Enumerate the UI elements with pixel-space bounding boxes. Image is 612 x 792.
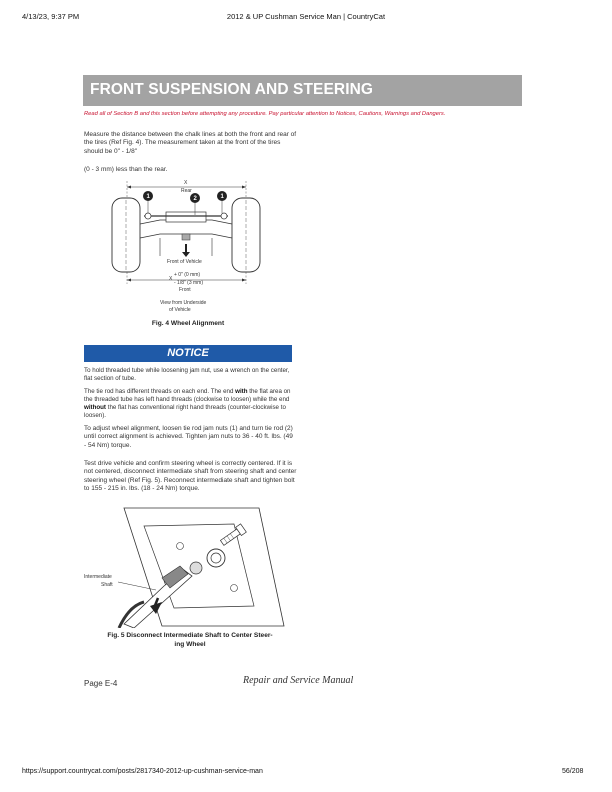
notice-text: To hold threaded tube while loosening jam nut, use a wrench on the center, flat section of tube. <box>84 367 290 382</box>
rear-label: Rear <box>181 188 192 194</box>
notice-banner <box>84 345 292 362</box>
callout-1-left-text: 1 <box>146 194 150 200</box>
test-drive-instructions: Test drive vehicle and confirm steering wheel is correctly centered. If it is not centered, disconnect intermediate shaft from steering shaft and center steering wheel (Ref Fig. 5). Reconnect intermediate shaft and tighten bolt to 155 - 215 in. lbs. (18 - 24 Nm) torque. <box>84 460 297 492</box>
rear-x-label: X <box>184 180 188 186</box>
print-page-title: 2012 & UP Cushman Service Man | CountryCat <box>226 12 386 21</box>
callout-1-right-text: 1 <box>220 194 224 200</box>
intermediate-label: Intermediate <box>84 574 112 580</box>
adjust-alignment-instructions: To adjust wheel alignment, loosen tie rod jam nuts (1) and turn tie rod (2) until correct alignment is achieved. Tighten jam nuts to 36 - 40 ft. lbs. (49 - 54 Nm) torque. <box>84 425 293 449</box>
intermediate-shaft-diagram <box>84 506 299 628</box>
alignment-instructions-cont: (0 - 3 mm) less than the rear. <box>84 166 168 173</box>
section-banner <box>83 75 522 106</box>
print-timestamp: 4/13/23, 9:37 PM <box>22 12 80 21</box>
tie-rod-thread-info <box>84 388 296 420</box>
thread-info-part1: The tie rod has different threads on each end. The end <box>84 388 236 395</box>
front-label: Front <box>179 287 191 293</box>
view-note-line2: of Vehicle <box>169 307 191 313</box>
front-of-vehicle-label: Front of Vehicle <box>167 259 202 265</box>
wheel-alignment-diagram <box>100 176 280 316</box>
print-page-count: 56/208 <box>562 768 584 775</box>
tolerance-plus: + 0" (0 mm) <box>174 272 201 278</box>
shaft-label: Shaft <box>101 582 113 588</box>
front-arrow-icon <box>182 252 190 257</box>
thread-info-bold-with: with <box>235 388 248 395</box>
alignment-instructions: Measure the distance between the chalk lines at both the front and rear of the tires (Ref Fig. 4). The measurement taken at the front of the tires should be 0" - 1/8" <box>84 131 297 155</box>
thread-info-bold-without: without <box>84 404 106 411</box>
page-number: Page E-4 <box>84 679 118 688</box>
front-x-label: X <box>169 276 173 282</box>
manual-title: Repair and Service Manual <box>243 675 354 686</box>
fig5-caption-line1: Fig. 5 Disconnect Intermediate Shaft to Center Steer- <box>107 632 273 639</box>
print-url[interactable]: https://support.countrycat.com/posts/2817340-2012-up-cushman-service-man <box>22 768 263 775</box>
warning-text: Read all of Section B and this section before attempting any procedure. Pay particular attention to Notices, Cautions, Warnings and Dangers. <box>84 111 446 117</box>
section-title: FRONT SUSPENSION AND STEERING <box>90 81 374 98</box>
notice-title: NOTICE <box>167 347 209 359</box>
callout-2-text: 2 <box>193 196 197 202</box>
view-note-line1: View from Underside <box>160 300 207 306</box>
tolerance-minus: - 1/8" (3 mm) <box>174 280 203 286</box>
fig5-caption-line2: ing Wheel <box>174 641 206 648</box>
thread-info-part3: the flat has conventional right hand threads (counter-clockwise to loosen). <box>84 404 286 419</box>
fig4-caption: Fig. 4 Wheel Alignment <box>151 320 225 327</box>
thread-info-part2: the flat area on the threaded tube has left hand threads (clockwise to loosen) while the end <box>84 388 291 403</box>
